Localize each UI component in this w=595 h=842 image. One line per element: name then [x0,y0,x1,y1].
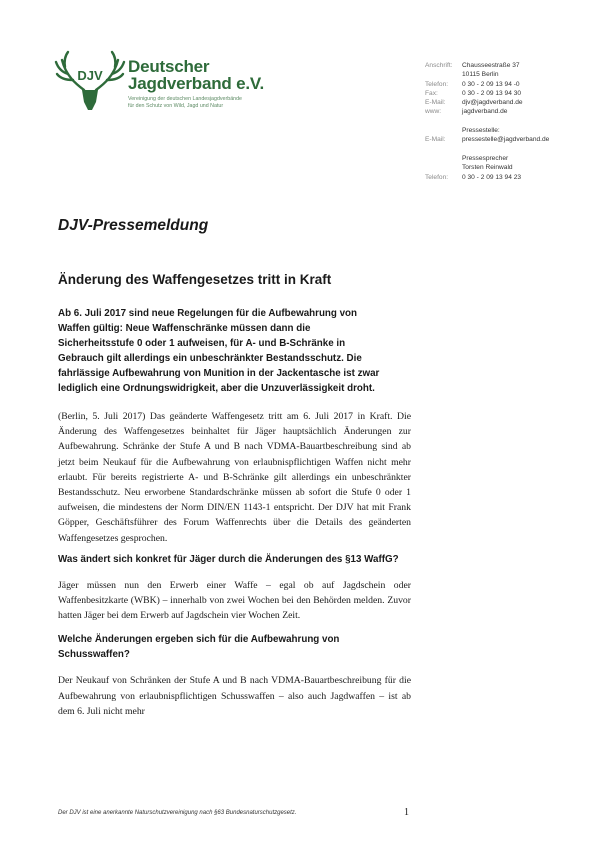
answer-paragraph: Der Neukauf von Schränken der Stufe A und B nach VDMA-Bauartbeschreibung für die Aufbewahrung von erlaubnispflichtigen Schusswaffen – also auch Jagdwaffen – ist ab dem 6. Juli nicht mehr [58,675,411,717]
article-body [58,306,411,725]
address-street: Chausseestraße 37 [462,62,520,69]
page-number: 1 [404,807,409,818]
spokesperson-label: Pressesprecher [462,154,509,162]
spokesperson-name: Torsten Reinwald [462,164,513,172]
stag-antler-icon [54,50,126,120]
body-paragraph: (Berlin, 5. Juli 2017) Das geänderte Waffengesetz tritt am 6. Juli 2017 in Kraft. Die Änderung des Waffengesetzes beinhaltet für Jäger hauptsächlich Änderungen zur Aufbewahrung. Schränke der Stufe A und B nach VDMA-Bauartbeschreibung sind ab jetzt beim Neukauf für die Aufbewahrung von erlaubnispflichtigen Waffen nicht mehr erlaubt. Für bereits registrierte A- und B-Schränke gilt allerdings ein unbeschränkter Bestandsschutz. Neu erworbene Standardschränke müssen ab sofort die Stufe 0 oder 1 aufweisen, die mindestens der Norm DIN/EN 1143-1 entspricht. Der DJV hat mit Frank Göpper, Geschäftsführer des Forum Waffenrechts über die Details des geänderten Waffengesetzes gesprochen. [58,411,411,544]
djv-logo [54,50,265,120]
footer-note: Der DJV ist eine anerkannte Naturschutzvereinigung nach §63 Bundesnaturschutzgesetz. [58,810,297,816]
document-headline: DJV-Pressemeldung [58,217,209,234]
brand-tagline: Vereinigung der deutschen Landesjagdverbände für den Schutz von Wild, Jagd und Natur [128,96,242,109]
press-phone: 0 30 - 2 09 13 94 23 [462,173,522,181]
brand-name: Deutscher Jagdverband e.V. [128,57,265,93]
question-heading: Welche Änderungen ergeben sich für die Aufbewahrung von Schusswaffen? [58,634,340,661]
website-link[interactable]: jagdverband.de [462,108,508,116]
fax: 0 30 - 2 09 13 94 30 [462,89,522,97]
lead-paragraph: Ab 6. Juli 2017 sind neue Regelungen für die Aufbewahrung von Waffen gültig: Neue Waffenschränke müssen dann die Sicherheitsstufe 0 oder 1 aufweisen, für A- und B-Schränke in Gebrauch gilt allerdings ein unbeschränkter Bestandsschutz. Die fahrlässige Aufbewahrung von Munition in der Jackentasche ist zwar lediglich eine Ordnungswidrigkeit, aber die Unzuverlässigkeit droht. [58,308,380,394]
question-heading: Was ändert sich konkret für Jäger durch die Änderungen des §13 WaffG? [58,553,399,565]
answer-paragraph: Jäger müssen nun den Erwerb einer Waffe – egal ob auf Jagdschein oder Waffenbesitzkarte (WBK) – innerhalb von zwei Wochen bei den Behörden melden. Zuvor hatten Jäger bei dem Erwerb auf Jagdschein vier Wochen Zeit. [58,579,411,622]
article-title: Änderung des Waffengesetzes tritt in Kraft [58,272,332,287]
address-city: 10115 Berlin [462,71,499,79]
press-office-label: Pressestelle: [462,127,500,135]
contact-block: Anschrift: Chausseestraße 37 10115 Berlin Telefon: 0 30 - 2 09 13 94 -0 Fax: 0 30 - 2 09 13 94 30 E-Mail: djv@jagdverband.de www: jagdverband.de Pressestelle: E-Mail: pressestelle@jagdverband.de Pressesprecher Torsten Reinwald Telefon: 0 30 - 2 09 13 94 23 [425,61,585,182]
press-email-link[interactable]: pressestelle@jagdverband.de [462,136,550,144]
phone: 0 30 - 2 09 13 94 -0 [462,80,520,88]
logo-lettering: DJV [77,68,103,83]
email-link[interactable]: djv@jagdverband.de [462,99,523,107]
